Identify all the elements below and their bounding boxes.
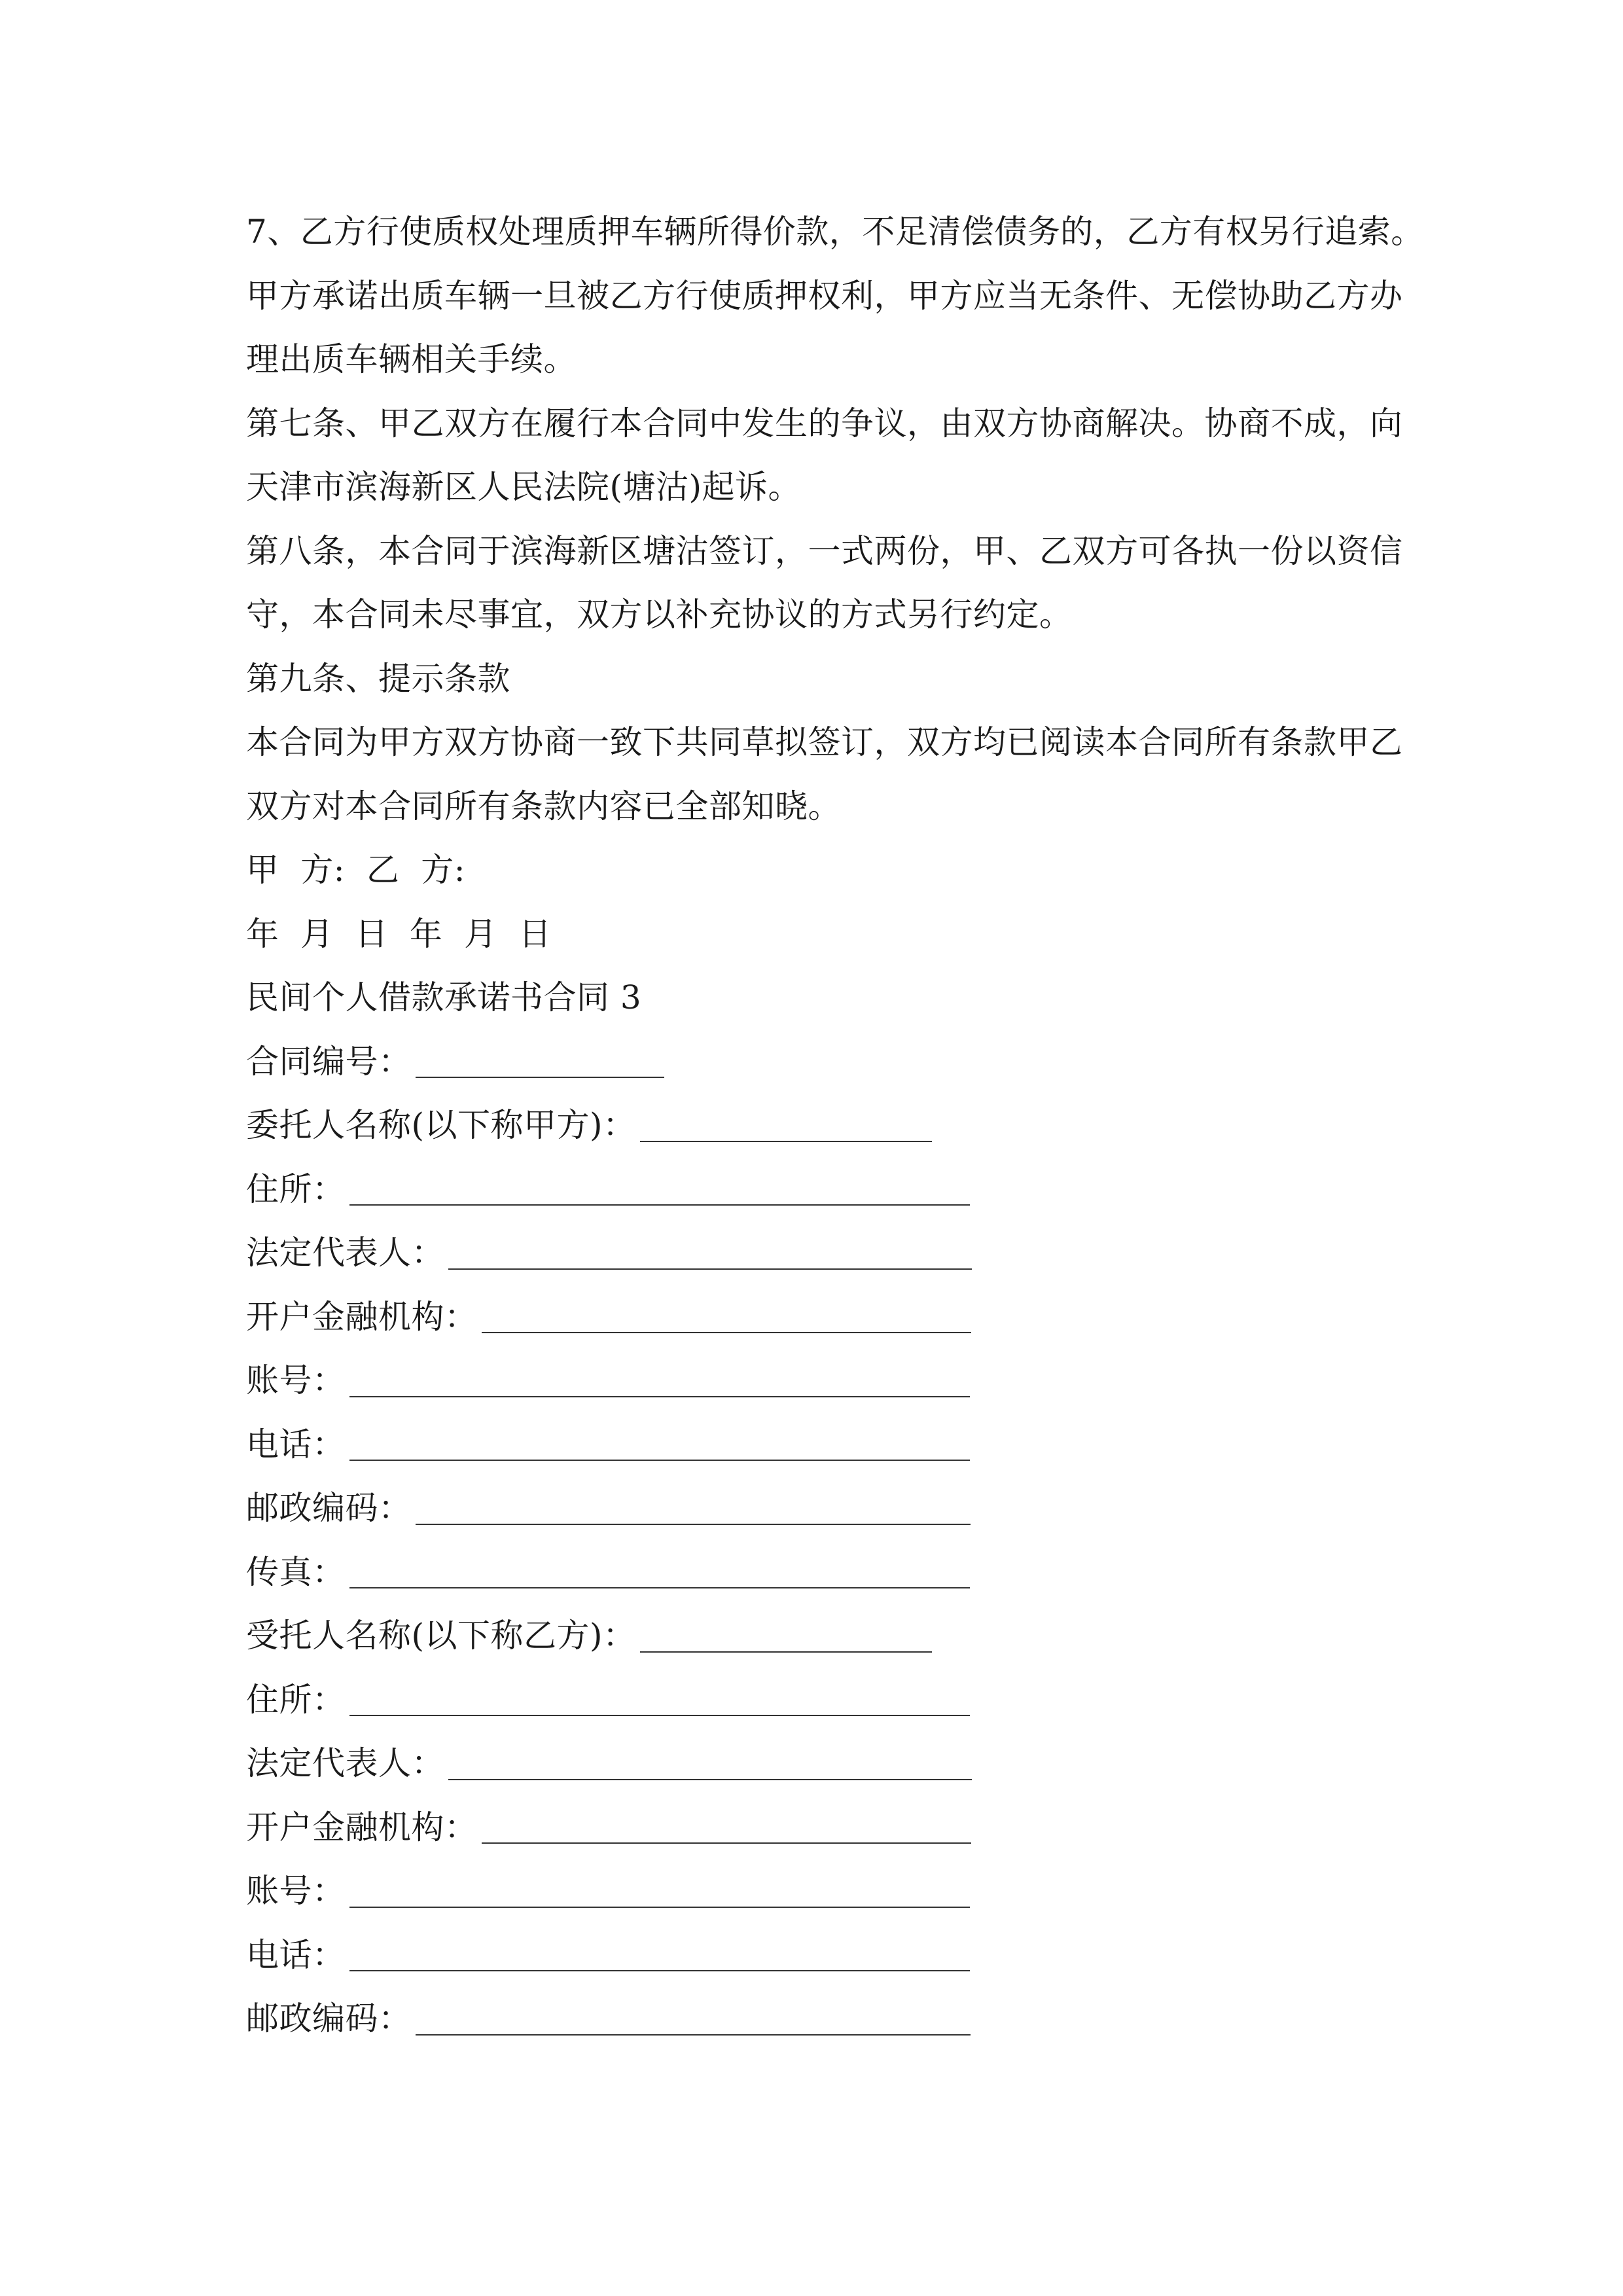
blank-line <box>640 1651 932 1653</box>
field-label: 住所： <box>246 1680 346 1719</box>
paragraph-line: 7、乙方行使质权处理质押车辆所得价款，不足清偿债务的，乙方有权另行追索。 <box>246 213 1424 251</box>
account-field <box>246 1349 1398 1413</box>
signature-parties-line: 甲 方: 乙 方: <box>246 851 466 889</box>
paragraph-line: 双方对本合同所有条款内容已全部知晓。 <box>246 787 841 825</box>
paragraph-line: 本合同为甲方双方协商一致下共同草拟签订，双方均已阅读本合同所有条款甲乙 <box>246 723 1403 761</box>
contract-number-field <box>246 1030 1398 1094</box>
blank-line <box>349 1460 970 1461</box>
legal-representative-field <box>246 1732 1398 1796</box>
postal-code-field <box>246 1987 1398 2051</box>
client-name-field <box>246 1094 1398 1158</box>
blank-line <box>349 1587 970 1588</box>
postal-code-field <box>246 1477 1398 1541</box>
field-label: 法定代表人： <box>246 1744 444 1782</box>
blank-line <box>349 1715 970 1716</box>
blank-line <box>416 1077 664 1078</box>
field-label: 开户金融机构： <box>246 1808 478 1846</box>
field-label: 邮政编码： <box>246 1489 412 1527</box>
field-label: 法定代表人： <box>246 1234 444 1272</box>
blank-line <box>482 1842 971 1844</box>
field-label: 电话： <box>246 1935 346 1974</box>
signature-date-line: 年 月 日 年 月 日 <box>246 914 552 953</box>
address-field <box>246 1158 1398 1222</box>
fax-field <box>246 1541 1398 1605</box>
field-label: 受托人名称(以下称乙方)： <box>246 1617 636 1655</box>
bank-field <box>246 1796 1398 1860</box>
blank-line <box>349 1907 970 1908</box>
legal-representative-field <box>246 1221 1398 1285</box>
blank-line <box>640 1141 932 1142</box>
field-label: 开户金融机构： <box>246 1297 478 1336</box>
blank-line <box>448 1268 972 1270</box>
field-label: 电话： <box>246 1425 346 1463</box>
field-label: 住所： <box>246 1170 346 1208</box>
paragraph-line: 甲方承诺出质车辆一旦被乙方行使质押权利，甲方应当无条件、无偿协助乙方办 <box>246 276 1403 315</box>
paragraph-line: 守，本合同未尽事宜，双方以补充协议的方式另行约定。 <box>246 596 1073 634</box>
paragraph-line: 第七条、甲乙双方在履行本合同中发生的争议，由双方协商解决。协商不成，向 <box>246 404 1403 442</box>
bank-field <box>246 1285 1398 1350</box>
account-field <box>246 1859 1398 1924</box>
phone-field <box>246 1413 1398 1477</box>
field-label: 合同编号： <box>246 1042 412 1081</box>
blank-line <box>349 1970 970 1971</box>
section-heading: 第九条、提示条款 <box>246 659 510 698</box>
blank-line <box>482 1332 971 1333</box>
field-label: 账号： <box>246 1361 346 1399</box>
agent-name-field <box>246 1604 1398 1668</box>
blank-line <box>349 1204 970 1206</box>
field-label: 账号： <box>246 1872 346 1910</box>
document-body <box>246 200 1424 2051</box>
address-field <box>246 1668 1398 1732</box>
field-label: 委托人名称(以下称甲方)： <box>246 1106 636 1144</box>
paragraph-line: 第八条，本合同于滨海新区塘沽签订，一式两份，甲、乙双方可各执一份以资信 <box>246 531 1403 570</box>
blank-line <box>416 2034 971 2036</box>
paragraph-line: 理出质车辆相关手续。 <box>246 340 577 378</box>
blank-line <box>448 1779 972 1780</box>
blank-line <box>349 1396 970 1397</box>
paragraph-line: 天津市滨海新区人民法院(塘沽)起诉。 <box>246 468 802 506</box>
phone-field <box>246 1924 1398 1988</box>
field-label: 传真： <box>246 1552 346 1591</box>
field-label: 邮政编码： <box>246 2000 412 2037</box>
document-title: 民间个人借款承诺书合同 3 <box>246 978 642 1016</box>
blank-line <box>416 1524 971 1525</box>
